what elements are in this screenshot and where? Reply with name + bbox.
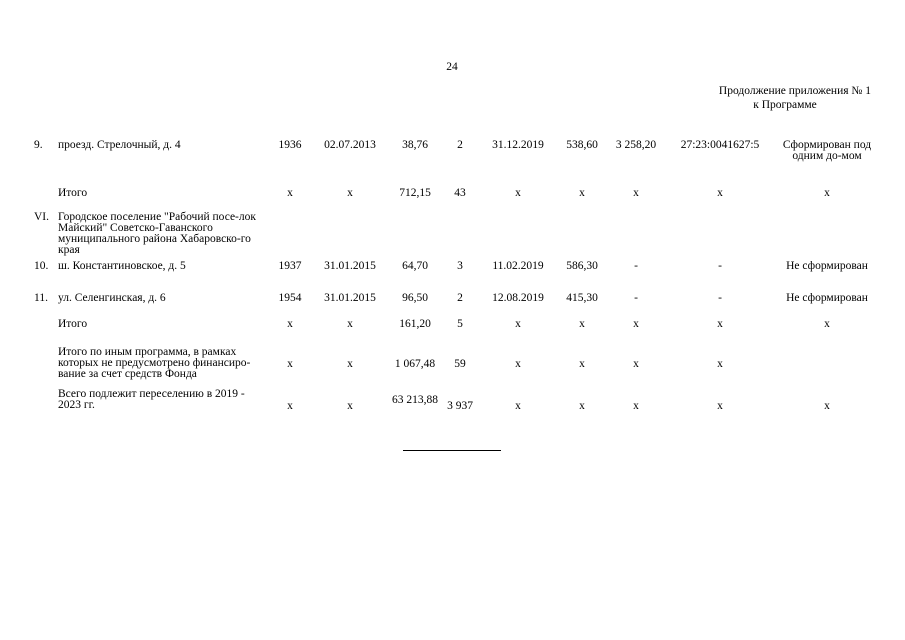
total-cadastral: x xyxy=(717,187,723,199)
row-area: 64,70 xyxy=(402,260,428,272)
row-year: 1954 xyxy=(278,292,302,304)
row-c8: 538,60 xyxy=(566,139,598,151)
total-plan-date: x xyxy=(515,318,521,330)
grand-total-date: x xyxy=(347,400,353,412)
row-area: 38,76 xyxy=(402,139,428,151)
appendix-header-line1: Продолжение приложения № 1 xyxy=(718,85,871,97)
total-c8: x xyxy=(579,358,585,370)
section-number: VI. xyxy=(34,211,50,223)
grand-total-area: 63 213,88 xyxy=(392,394,438,406)
row-plan-date: 31.12.2019 xyxy=(492,139,544,151)
total-year: x xyxy=(287,358,293,370)
total-label: Итого xyxy=(58,318,88,330)
row-address: проезд. Стрелочный, д. 4 xyxy=(58,139,181,151)
total-people: 43 xyxy=(454,187,466,199)
row-c9: - xyxy=(634,260,638,272)
row-date: 02.07.2013 xyxy=(324,139,376,151)
row-c8: 415,30 xyxy=(566,292,598,304)
total-cadastral: x xyxy=(717,318,723,330)
total-date: x xyxy=(347,318,353,330)
total-people: 5 xyxy=(457,318,463,330)
total-label: Итого xyxy=(58,187,88,199)
row-status: Не сформирован xyxy=(786,292,868,304)
row-status: Не сформирован xyxy=(786,260,868,272)
row-year: 1936 xyxy=(278,139,302,151)
row-people: 2 xyxy=(457,139,463,151)
total-c8: x xyxy=(579,187,585,199)
total-date: x xyxy=(347,187,353,199)
total-area: 1 067,48 xyxy=(394,358,436,370)
row-people: 3 xyxy=(457,260,463,272)
total-people: 59 xyxy=(454,358,466,370)
row-year: 1937 xyxy=(278,260,302,272)
row-cadastral: - xyxy=(718,292,722,304)
appendix-header-line2: к Программе xyxy=(753,99,817,111)
total-year: x xyxy=(287,187,293,199)
total-year: x xyxy=(287,318,293,330)
section-title: Городское поселение "Рабочий посе-лок Майский" Советско-Гаванского муниципального района Хабаровско-го края xyxy=(58,211,256,256)
grand-total-plan-date: x xyxy=(515,400,521,412)
total-plan-date: x xyxy=(515,187,521,199)
row-address: ул. Селенгинская, д. 6 xyxy=(58,292,166,304)
total-c9: x xyxy=(633,358,639,370)
row-address: ш. Константиновское, д. 5 xyxy=(58,260,186,272)
row-date: 31.01.2015 xyxy=(324,260,376,272)
total-area: 161,20 xyxy=(399,318,431,330)
row-cadastral: 27:23:0041627:5 xyxy=(680,139,760,151)
total-c9: x xyxy=(633,187,639,199)
total-cadastral: x xyxy=(717,358,723,370)
row-c9: 3 258,20 xyxy=(615,139,657,151)
total-plan-date: x xyxy=(515,358,521,370)
total-c8: x xyxy=(579,318,585,330)
total-status: x xyxy=(824,318,830,330)
grand-total-c9: x xyxy=(633,400,639,412)
total-label: Итого по иным программа, в рамках которых не предусмотрено финансиро-вание за счет средств Фонда xyxy=(58,346,251,380)
grand-total-year: x xyxy=(287,400,293,412)
row-cadastral: - xyxy=(718,260,722,272)
grand-total-cadastral: x xyxy=(717,400,723,412)
closing-rule xyxy=(403,450,501,451)
row-plan-date: 12.08.2019 xyxy=(492,292,544,304)
row-number: 9. xyxy=(34,139,43,151)
row-date: 31.01.2015 xyxy=(324,292,376,304)
grand-total-c8: x xyxy=(579,400,585,412)
total-area: 712,15 xyxy=(399,187,431,199)
row-c9: - xyxy=(634,292,638,304)
row-area: 96,50 xyxy=(402,292,428,304)
row-status: Сформирован под одним до-мом xyxy=(782,139,872,162)
row-number: 11. xyxy=(34,292,48,304)
row-plan-date: 11.02.2019 xyxy=(492,260,544,272)
grand-total-status: x xyxy=(824,400,830,412)
total-status: x xyxy=(824,187,830,199)
row-number: 10. xyxy=(34,260,49,272)
grand-total-people: 3 937 xyxy=(447,400,473,412)
grand-total-label: Всего подлежит переселению в 2019 - 2023 гг. xyxy=(58,388,245,411)
page-number: 24 xyxy=(446,61,458,73)
row-c8: 586,30 xyxy=(566,260,598,272)
total-date: x xyxy=(347,358,353,370)
row-people: 2 xyxy=(457,292,463,304)
total-c9: x xyxy=(633,318,639,330)
